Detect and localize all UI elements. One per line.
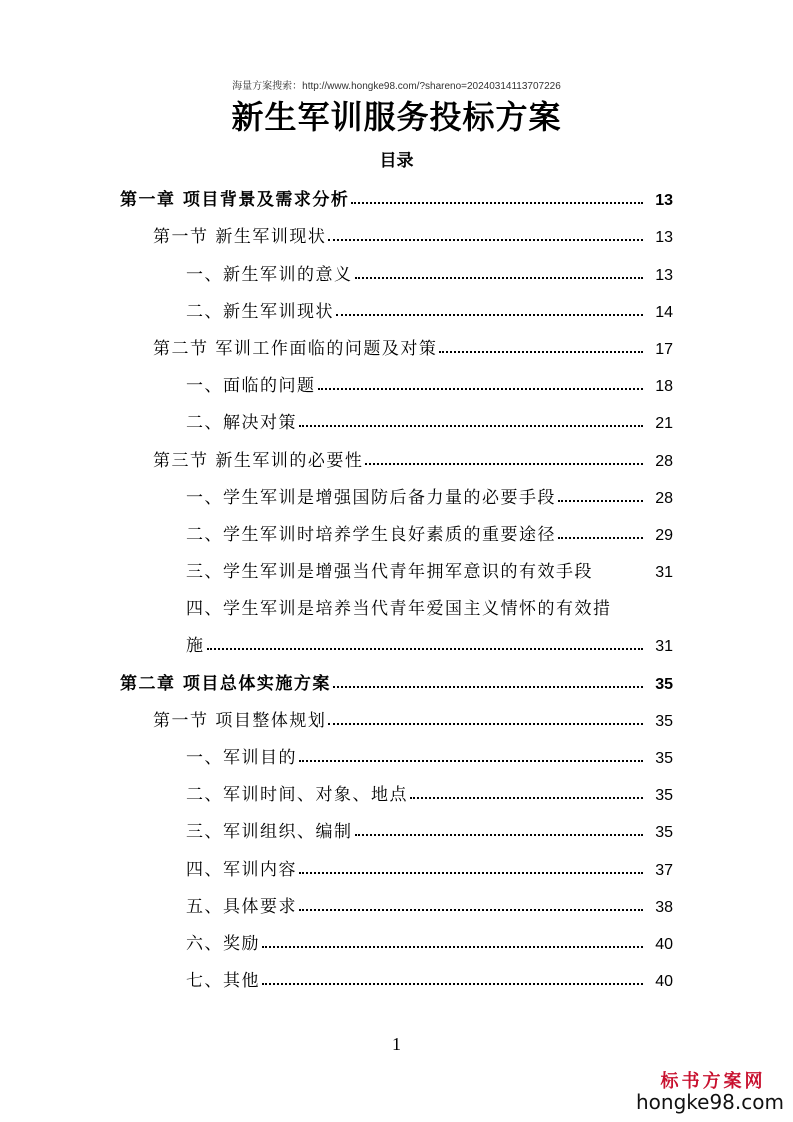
toc-entry-section[interactable] (0, 435, 793, 472)
toc-entry-label: 一、新生军训的意义 (186, 264, 353, 285)
toc-entry-section[interactable] (0, 324, 793, 361)
toc-dot-leader (365, 463, 643, 465)
toc-entry-item[interactable] (0, 584, 793, 621)
toc-entry-page: 14 (655, 303, 673, 321)
toc-entry-page: 13 (655, 229, 673, 247)
toc-entry-item[interactable] (0, 249, 793, 286)
toc-entry-label: 二、新生军训现状 (186, 301, 334, 322)
toc-entry-item[interactable] (0, 361, 793, 398)
toc-dot-leader (299, 872, 643, 874)
toc-entry-page: 35 (655, 675, 673, 693)
toc-entry-section[interactable] (0, 212, 793, 249)
toc-dot-leader (262, 946, 643, 948)
toc-entry-page: 31 (655, 638, 673, 656)
toc-entry-chapter-1[interactable] (0, 175, 793, 212)
toc-dot-leader (558, 500, 643, 502)
toc-dot-leader (333, 686, 643, 688)
toc-entry-label: 第二章 项目总体实施方案 (120, 673, 331, 694)
toc-entry-item[interactable] (0, 882, 793, 919)
toc-dot-leader (299, 760, 643, 762)
toc-dot-leader (351, 202, 643, 204)
toc-dot-leader (336, 314, 643, 316)
toc-entry-page: 13 (655, 192, 673, 210)
toc-entry-label: 第二节 军训工作面临的问题及对策 (153, 338, 438, 359)
toc-entry-page: 40 (655, 973, 673, 991)
toc-entry-item[interactable] (0, 919, 793, 956)
document-title: 新生军训服务投标方案 (231, 98, 562, 136)
toc-entry-page: 37 (655, 861, 673, 879)
toc-entry-label: 一、军训目的 (186, 748, 297, 768)
toc-entry-page: 38 (655, 898, 673, 916)
toc-heading: 目录 (379, 151, 414, 171)
watermark-domain: hongke98.com (636, 1090, 784, 1114)
toc-entry-page: 35 (655, 750, 673, 767)
toc-entry-item[interactable] (0, 547, 793, 584)
toc-entry-item[interactable] (0, 398, 793, 435)
toc-entry-item[interactable] (0, 770, 793, 807)
toc-entry-page: 40 (655, 935, 673, 953)
toc-dot-leader (328, 723, 643, 725)
toc-entry-item[interactable] (0, 844, 793, 881)
toc-entry-label: 三、学生军训是增强当代青年拥军意识的有效手段 (186, 562, 593, 583)
toc-entry-page: 35 (655, 824, 673, 842)
toc-entry-label: 二、学生军训时培养学生良好素质的重要途径 (186, 524, 556, 545)
toc-entry-label: 三、军训组织、编制 (186, 822, 353, 843)
toc-dot-leader (299, 909, 643, 911)
toc-dot-leader (410, 797, 643, 799)
toc-dot-leader (558, 537, 643, 539)
toc-dot-leader (355, 834, 644, 836)
toc-entry-page: 17 (655, 340, 673, 358)
toc-entry-page: 31 (655, 564, 673, 582)
toc-entry-label: 第一节 新生军训现状 (153, 227, 327, 248)
toc-dot-leader (355, 277, 644, 279)
toc-entry-item[interactable] (0, 733, 793, 770)
toc-entry-item-continued[interactable] (0, 621, 793, 658)
toc-entry-page: 28 (655, 489, 673, 507)
toc-dot-leader (207, 648, 644, 650)
toc-entry-label: 第一章 项目背景及需求分析 (120, 190, 350, 211)
toc-dot-leader (299, 425, 643, 427)
toc-entry-label: 一、面临的问题 (186, 376, 316, 397)
toc-entry-label: 第一节 项目整体规划 (153, 710, 327, 731)
toc-entry-label: 五、具体要求 (186, 896, 297, 917)
watermark-logo-text: 标书方案网 (660, 1071, 766, 1092)
toc-entry-label: 六、奖励 (186, 933, 260, 954)
toc-entry-label: 二、军训时间、对象、地点 (186, 785, 408, 806)
toc-entry-item[interactable] (0, 956, 793, 993)
toc-entry-label: 第三节 新生军训的必要性 (153, 450, 364, 471)
toc-entry-label: 七、其他 (186, 971, 260, 992)
toc-entry-item[interactable] (0, 807, 793, 844)
toc-entry-label: 一、学生军训是增强国防后备力量的必要手段 (186, 487, 556, 508)
toc-entry-page: 29 (655, 526, 673, 544)
toc-entry-page: 35 (655, 787, 673, 805)
toc-entry-label: 施 (186, 636, 205, 657)
toc-entry-label: 四、军训内容 (186, 859, 297, 880)
page-number: 1 (392, 1034, 401, 1054)
toc-dot-leader (318, 388, 644, 390)
toc-entry-page: 13 (655, 266, 673, 284)
toc-dot-leader (328, 239, 643, 241)
table-of-contents (0, 175, 793, 993)
toc-entry-page: 21 (655, 415, 673, 433)
toc-entry-label: 四、学生军训是培养当代青年爱国主义情怀的有效措 (186, 599, 612, 620)
toc-entry-page: 35 (655, 712, 673, 730)
toc-dot-leader (439, 351, 643, 353)
toc-entry-section[interactable] (0, 696, 793, 733)
toc-entry-chapter-2[interactable] (0, 658, 793, 695)
toc-entry-item[interactable] (0, 287, 793, 324)
toc-entry-page: 18 (655, 378, 673, 396)
toc-entry-item[interactable] (0, 473, 793, 510)
toc-entry-item[interactable] (0, 510, 793, 547)
toc-dot-leader (262, 983, 643, 985)
header-search-url: 海量方案搜索：http://www.hongke98.com/?shareno=20240314113707226 (232, 81, 561, 92)
toc-entry-page: 28 (655, 452, 673, 470)
toc-entry-label: 二、解决对策 (186, 413, 297, 434)
